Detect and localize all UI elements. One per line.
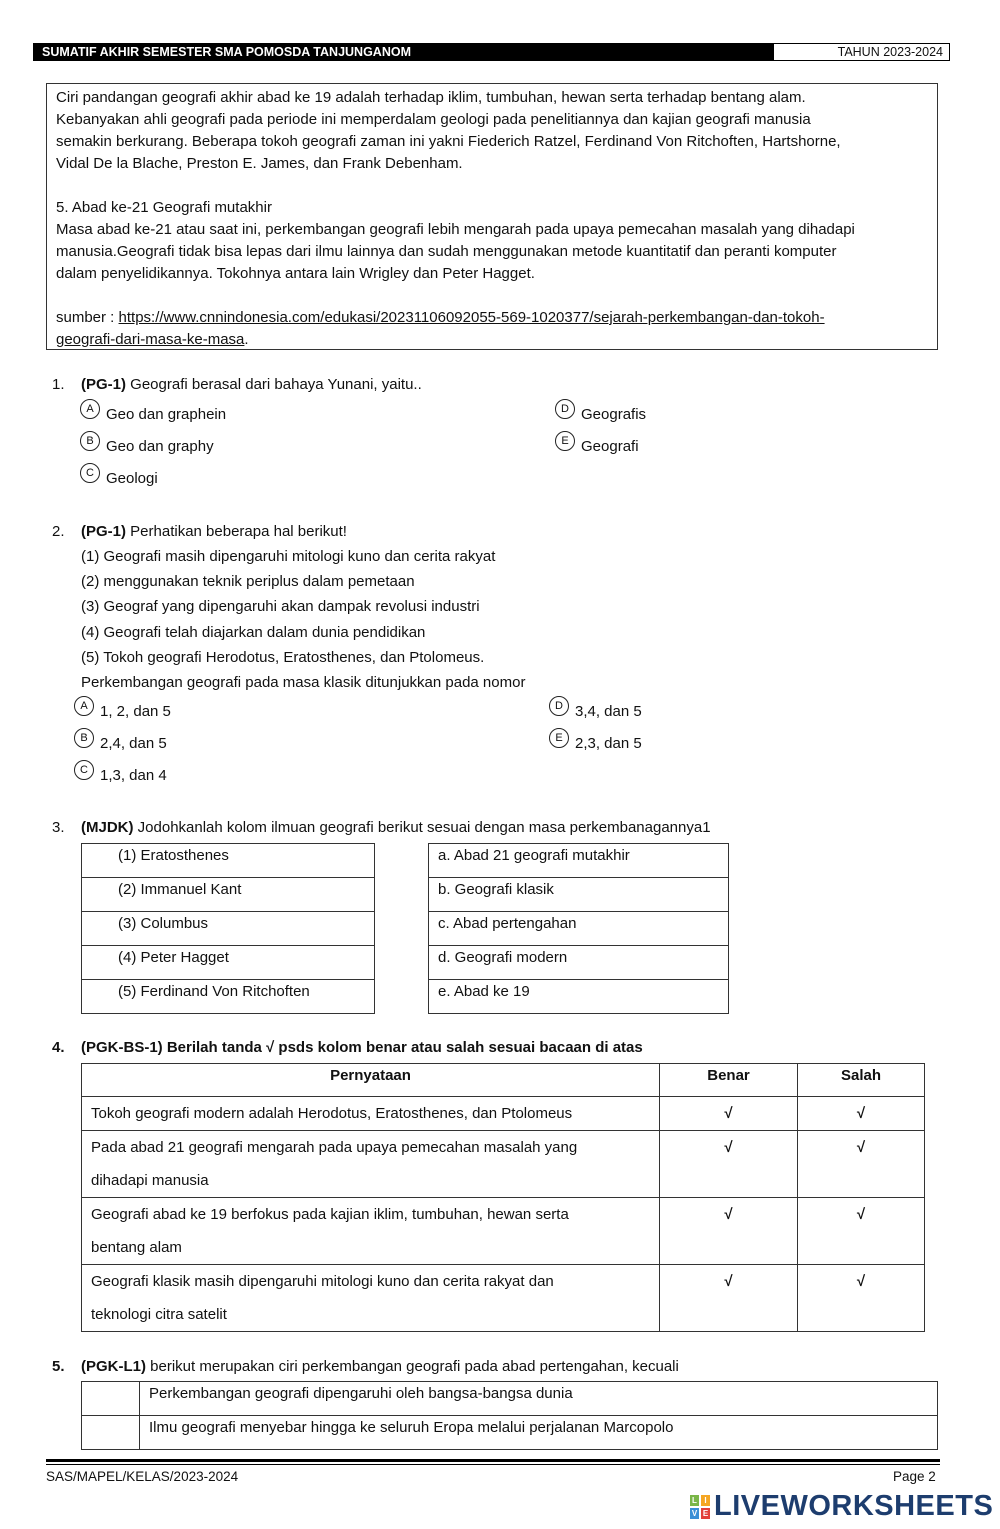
option-letter-circle-icon: B: [80, 431, 100, 451]
logo-block: V: [691, 1508, 698, 1518]
column-header-benar: Benar: [660, 1064, 798, 1097]
statement-cell: [82, 1131, 660, 1198]
logo-text: LIVEWORKSHEETS: [714, 1490, 994, 1522]
question-number: 2.: [52, 523, 65, 540]
table-row: [82, 878, 375, 912]
passage-line: [56, 175, 928, 197]
benar-checkbox[interactable]: √: [660, 1198, 798, 1265]
question-3: [52, 819, 711, 836]
option-c[interactable]: [80, 468, 158, 488]
statement-line: Geografi klasik masih dipengaruhi mitologi kuno dan cerita rakyat dan: [91, 1273, 554, 1290]
table-row: [82, 912, 375, 946]
table-row: [82, 946, 375, 980]
statement-line: teknologi citra satelit: [91, 1306, 227, 1323]
match-left-cell[interactable]: (5) Ferdinand Von Ritchoften: [82, 980, 375, 1014]
option-letter-circle-icon: A: [80, 399, 100, 419]
header-title: SUMATIF AKHIR SEMESTER SMA POMOSDA TANJUNGANOM: [34, 44, 774, 60]
logo-block: E: [702, 1508, 709, 1518]
question-text: (PGK-BS-1) Berilah tanda √ psds kolom benar atau salah sesuai bacaan di atas: [81, 1039, 643, 1056]
passage-line: Masa abad ke-21 atau saat ini, perkembangan geografi lebih mengarah pada upaya pemecahan masalah yang dihadapi: [56, 221, 855, 238]
option-letter-circle-icon: E: [555, 431, 575, 451]
statement-line: Tokoh geografi modern adalah Herodotus, Eratosthenes, dan Ptolomeus: [91, 1105, 573, 1122]
table-row: [429, 878, 729, 912]
logo-block: L: [690, 1495, 699, 1506]
question-number: 5.: [52, 1358, 65, 1375]
option-b[interactable]: [80, 436, 214, 456]
table-row: [82, 980, 375, 1014]
question-1: [52, 376, 422, 393]
option-text: 2,3, dan 5: [575, 734, 642, 752]
option-letter-circle-icon: D: [555, 399, 575, 419]
salah-checkbox[interactable]: √: [798, 1198, 925, 1265]
benar-checkbox[interactable]: √: [660, 1265, 798, 1332]
statement-item: (4) Geografi telah diajarkan dalam dunia pendidikan: [81, 623, 426, 641]
passage-line: 5. Abad ke-21 Geografi mutakhir: [56, 199, 272, 216]
logo-block: I: [701, 1495, 710, 1506]
table-row: [82, 1097, 925, 1131]
option-letter-circle-icon: D: [549, 696, 569, 716]
passage-line: [56, 285, 928, 307]
salah-checkbox[interactable]: √: [798, 1131, 925, 1198]
table-row: [82, 844, 375, 878]
question-text: berikut merupakan ciri perkembangan geografi pada abad pertengahan, kecuali: [146, 1358, 679, 1375]
question-number: 1.: [52, 376, 65, 393]
question-number: 3.: [52, 819, 65, 836]
match-right-cell[interactable]: a. Abad 21 geografi mutakhir: [429, 844, 729, 878]
option-d[interactable]: [555, 404, 646, 424]
table-row: [82, 1382, 938, 1416]
question-tag: (PG-1): [81, 523, 126, 540]
source-line: [56, 307, 928, 329]
table-row: [82, 1131, 925, 1198]
statement-line: bentang alam: [91, 1239, 182, 1256]
question-tag: (PG-1): [81, 376, 126, 393]
match-right-cell[interactable]: b. Geografi klasik: [429, 878, 729, 912]
option-text: 2,4, dan 5: [100, 734, 167, 752]
statement-item: (2) menggunakan teknik periplus dalam pemetaan: [81, 573, 415, 591]
option-text: Geografis: [581, 405, 647, 423]
matching-left-table: [81, 843, 375, 1014]
option-c[interactable]: [74, 765, 167, 785]
column-header-statement: Pernyataan: [82, 1064, 660, 1097]
salah-checkbox[interactable]: √: [798, 1097, 925, 1131]
page-number: Page 2: [893, 1469, 936, 1484]
statement-item: (5) Tokoh geografi Herodotus, Eratosthenes, dan Ptolomeus.: [81, 648, 485, 666]
question-text: Jodohkanlah kolom ilmuan geografi berikut sesuai dengan masa perkembanagannya1: [133, 819, 711, 836]
table-row: [429, 980, 729, 1014]
option-letter-circle-icon: C: [74, 760, 94, 780]
match-left-cell[interactable]: (1) Eratosthenes: [82, 844, 375, 878]
option-b[interactable]: [74, 733, 167, 753]
match-left-cell[interactable]: (2) Immanuel Kant: [82, 878, 375, 912]
option-letter-circle-icon: A: [74, 696, 94, 716]
question-5: [52, 1358, 679, 1375]
option-text: 3,4, dan 5: [575, 702, 642, 720]
option-letter-circle-icon: B: [74, 728, 94, 748]
passage-line: dalam penyelidikannya. Tokohnya antara lain Wrigley dan Peter Hagget.: [56, 265, 535, 282]
option-text: Geo dan graphy: [106, 437, 214, 455]
benar-checkbox[interactable]: √: [660, 1097, 798, 1131]
question-tag: (PGK-L1): [81, 1358, 146, 1375]
option-text: Geo dan graphein: [106, 405, 227, 423]
option-text-cell: Perkembangan geografi dipengaruhi oleh bangsa-bangsa dunia: [140, 1382, 938, 1416]
passage-line: manusia.Geografi tidak bisa lepas dari ilmu lainnya dan sudah menggunakan metode kuantitatif dan peranti komputer: [56, 243, 837, 260]
column-header-salah: Salah: [798, 1064, 925, 1097]
option-text: 1,3, dan 4: [100, 766, 167, 784]
statement-cell: [82, 1265, 660, 1332]
passage-line: Kebanyakan ahli geografi pada periode ini memperdalam geologi pada penelitiannya dan kajian geografi manusia: [56, 111, 811, 128]
benar-checkbox[interactable]: √: [660, 1131, 798, 1198]
source-line: [56, 329, 928, 351]
match-right-cell[interactable]: e. Abad ke 19: [429, 980, 729, 1014]
option-text: 1, 2, dan 5: [100, 702, 171, 720]
question-number: 4.: [52, 1039, 65, 1056]
option-a[interactable]: [80, 404, 226, 424]
statement-line: Pada abad 21 geografi mengarah pada upaya pemecahan masalah yang: [91, 1139, 578, 1156]
table-row: [429, 912, 729, 946]
question-tag: (MJDK): [81, 819, 134, 836]
liveworksheets-logo: [690, 1490, 993, 1523]
logo-icon: [690, 1495, 710, 1519]
option-text: Geografi: [581, 437, 639, 455]
table-row: [429, 844, 729, 878]
table-row: [82, 1416, 938, 1450]
statement-cell: [82, 1097, 660, 1131]
question-text: Perhatikan beberapa hal berikut!: [126, 523, 347, 540]
footer-code: SAS/MAPEL/KELAS/2023-2024: [46, 1469, 239, 1484]
option-text: Geologi: [106, 469, 158, 487]
question-text: Geografi berasal dari bahaya Yunani, yaitu..: [126, 376, 422, 393]
option-d[interactable]: [549, 701, 642, 721]
match-left-cell[interactable]: (4) Peter Hagget: [82, 946, 375, 980]
passage-line: Ciri pandangan geografi akhir abad ke 19 adalah terhadap iklim, tumbuhan, hewan serta terhadap bentang alam.: [56, 89, 806, 106]
option-e[interactable]: [549, 733, 642, 753]
statement-item: Perkembangan geografi pada masa klasik ditunjukkan pada nomor: [81, 674, 526, 691]
option-letter-circle-icon: C: [80, 463, 100, 483]
match-right-cell[interactable]: c. Abad pertengahan: [429, 912, 729, 946]
matching-right-table: [428, 843, 729, 1014]
statement-line: Geografi abad ke 19 berfokus pada kajian iklim, tumbuhan, hewan serta: [91, 1206, 569, 1223]
passage-line: Vidal De la Blache, Preston E. James, dan Frank Debenham.: [56, 155, 463, 172]
source-label: sumber :: [56, 309, 119, 326]
passage-line: semakin berkurang. Beberapa tokoh geografi zaman ini yakni Fiederich Ratzel, Ferdinand Von Ritchoften, Hartshorne,: [56, 133, 841, 150]
statement-item: (3) Geograf yang dipengaruhi akan dampak revolusi industri: [81, 598, 480, 616]
answer-checkbox-cell[interactable]: [82, 1416, 140, 1450]
salah-checkbox[interactable]: √: [798, 1265, 925, 1332]
option-table: [81, 1381, 938, 1450]
reading-passage: [46, 83, 938, 350]
source-link[interactable]: https://www.cnnindonesia.com/edukasi/20231106092055-569-1020377/sejarah-perkembangan-dan-tokoh-: [118, 309, 825, 326]
option-text-cell: Ilmu geografi menyebar hingga ke seluruh Eropa melalui perjalanan Marcopolo: [140, 1416, 938, 1450]
table-row: [82, 1265, 925, 1332]
match-left-cell[interactable]: (3) Columbus: [82, 912, 375, 946]
table-row: [429, 946, 729, 980]
statement-cell: [82, 1198, 660, 1265]
question-2: [52, 523, 347, 540]
question-4: [52, 1039, 643, 1056]
header-year: TAHUN 2023-2024: [837, 45, 943, 59]
source-link[interactable]: geografi-dari-masa-ke-masa: [56, 331, 245, 348]
statement-line: dihadapi manusia: [91, 1172, 209, 1189]
true-false-table: [81, 1063, 925, 1332]
answer-checkbox-cell[interactable]: [82, 1382, 140, 1416]
option-letter-circle-icon: E: [549, 728, 569, 748]
match-right-cell[interactable]: d. Geografi modern: [429, 946, 729, 980]
option-a[interactable]: [74, 701, 171, 721]
source-end: .: [244, 331, 249, 348]
option-e[interactable]: [555, 436, 639, 456]
statement-item: (1) Geografi masih dipengaruhi mitologi kuno dan cerita rakyat: [81, 548, 496, 565]
page-header: [33, 43, 950, 61]
table-row: [82, 1198, 925, 1265]
footer-divider: [46, 1459, 940, 1465]
